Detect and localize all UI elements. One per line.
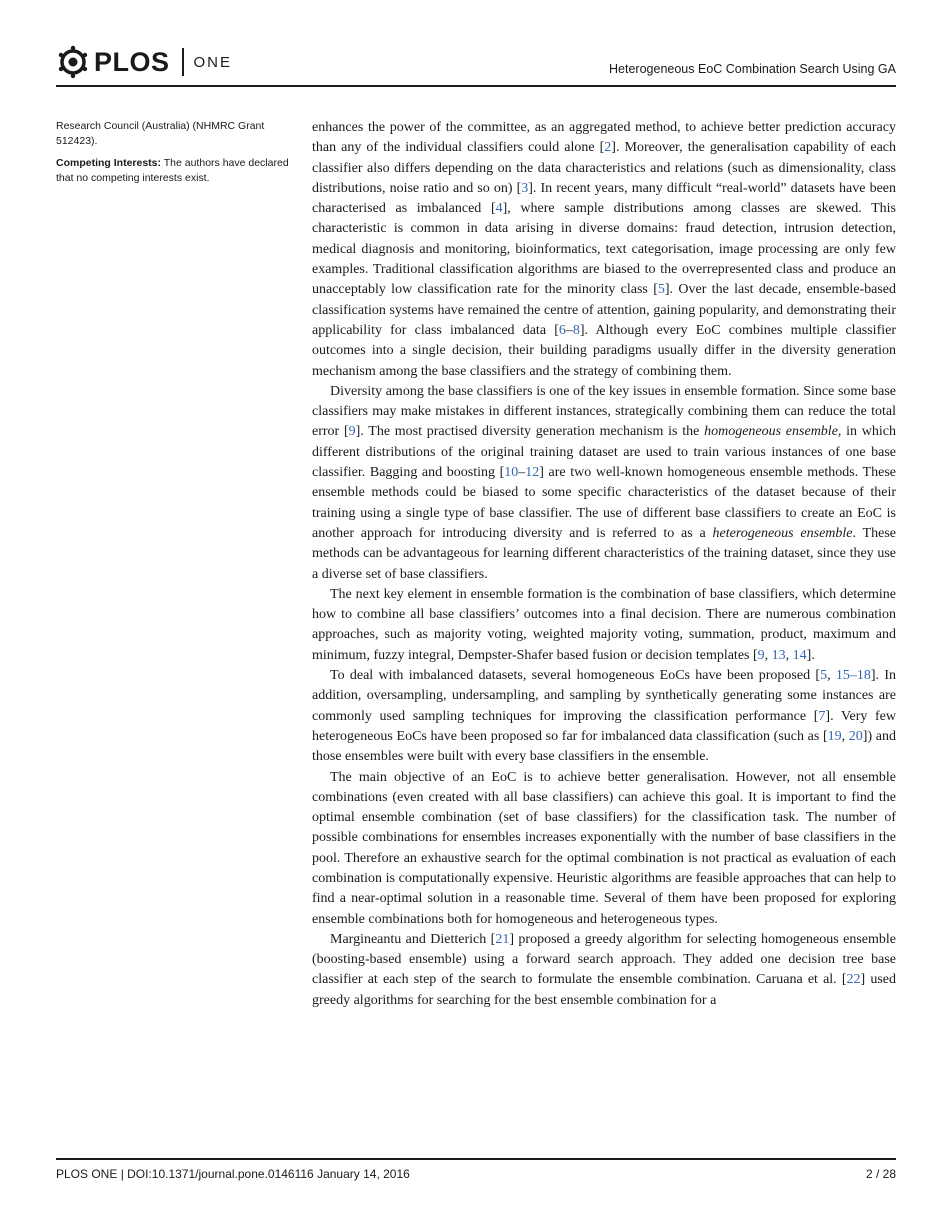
citation-link[interactable]: 3	[521, 180, 529, 196]
text-run: ]. The most practised diversity generation mechanism is the	[355, 424, 705, 440]
text-run: ] proposed a greedy algorithm for selecting homogeneous ensemble (boosting-based ensemble) using a forward search approach. They added one decision tree base classifier at each step of the search to formulate the ensemble combination. Caruana et al. [	[312, 931, 896, 988]
text-run: ]. In addition, oversampling, undersampling, and sampling by synthetically generating some instances are commonly used sampling techniques for improving the classification performance [	[312, 668, 897, 724]
text-run: ,	[785, 647, 793, 663]
citation-link[interactable]: 6	[558, 322, 566, 338]
citation-link[interactable]: 4	[495, 201, 503, 217]
competing-interests-note	[56, 156, 292, 185]
citation-link[interactable]: 9	[757, 647, 765, 663]
text-run: ,	[764, 647, 772, 663]
plos-logo-icon	[56, 45, 90, 79]
text-run: –	[518, 465, 526, 481]
plos-one-logo[interactable]	[56, 42, 232, 82]
citation-link[interactable]: 13	[771, 647, 786, 663]
citation-link[interactable]: 14	[792, 647, 807, 663]
text-run: Diversity among the base classifiers is one of the key issues in ensemble formation. Since some base classifiers may make mistakes in different instances, strategically combining them can reduce the total error [	[312, 383, 896, 440]
italic-term: homogeneous ensemble	[704, 424, 838, 440]
paragraph	[312, 118, 896, 382]
italic-term: heterogeneous ensemble	[712, 525, 853, 541]
citation-link[interactable]: 5	[820, 668, 828, 684]
citation-link[interactable]: 5	[657, 282, 665, 298]
citation-link[interactable]: 12	[525, 465, 540, 481]
citation-link[interactable]: 20	[848, 728, 863, 744]
competing-interests-label: Competing Interests:	[56, 157, 162, 170]
paragraph	[312, 585, 896, 666]
article-body	[312, 118, 896, 1011]
citation-link[interactable]: 21	[495, 931, 510, 947]
competing-interests-text: The authors have declared that no competing interests exist.	[56, 157, 289, 184]
citation-link[interactable]: 7	[818, 708, 826, 724]
text-run: enhances the power of the committee, as an aggregated method, to achieve better prediction accuracy than any of the individual classifiers could alone [	[312, 120, 896, 156]
logo-subtitle: ONE	[193, 53, 233, 71]
text-run: The main objective of an EoC is to achieve better generalisation. However, not all ensemble combinations (even created with all base classifiers) can achieve this goal. It is important to find the optimal ensemble combination (set of base classifiers) for the classification task. The number of possible combinations for ensembles increases exponentially with the number of base classifiers in the pool. Therefore an exhaustive search for the optimal combination is not practical as evaluation of each combination is computationally expensive. Heuristic algorithms are feasible approaches that can help to find a near-optimal solution in a reasonable time. Several of them have been proposed for exploring ensemble combinations both for homogeneous and heterogeneous types.	[312, 769, 896, 927]
text-run: ]. Very few heterogeneous EoCs have been proposed so far for imbalanced data classification (such as [	[312, 708, 896, 744]
paragraph	[312, 930, 896, 1011]
logo-divider	[182, 48, 184, 76]
funding-note: Research Council (Australia) (NHMRC Grant 512423).	[56, 120, 265, 147]
text-run: Margineantu and Dietterich [	[330, 931, 496, 947]
citation-link[interactable]: 2	[604, 140, 612, 156]
text-run: ], where sample distributions among classes are skewed. This characteristic is common in data arising in diverse domains: fraud detection, intrusion detection, medical diagnosis and monitoring, bioinformatics, text categorisation, image processing are only few examples. Traditional classification algorithms are biased to the overrepresented class and produce an unacceptably low classification rate for the minority class [	[312, 201, 897, 298]
footer-citation: PLOS ONE | DOI:10.1371/journal.pone.0146116 January 14, 2016	[56, 1167, 410, 1181]
text-run: The next key element in ensemble formation is the combination of base classifiers, which determine how to combine all base classifiers’ outcomes into a final decision. There are numerous combination approaches, such as majority voting, weighted majority voting, summation, product, maximum and minimum, fuzzy integral, Dempster-Shafer based fusion or decision templates [	[312, 586, 896, 663]
text-run: –	[565, 322, 573, 338]
logo-wordmark: PLOS	[94, 46, 170, 77]
citation-link[interactable]: 10	[504, 465, 519, 481]
text-run: ].	[806, 647, 815, 663]
page-header	[56, 40, 896, 86]
text-run: ] used greedy algorithms for searching for the best ensemble combination for a	[312, 972, 896, 1008]
paragraph	[312, 382, 896, 585]
running-title: Heterogeneous EoC Combination Search Using GA	[609, 62, 896, 76]
paragraph	[312, 768, 896, 930]
text-run: ,	[841, 728, 849, 744]
sidebar-notes	[56, 119, 292, 193]
text-run: ,	[827, 668, 836, 684]
citation-link[interactable]: 19	[827, 728, 842, 744]
citation-link[interactable]: 8	[572, 322, 580, 338]
citation-link[interactable]: 22	[846, 972, 861, 988]
footer-rule	[56, 1158, 896, 1160]
text-run: ]. In recent years, many difficult “real-world” datasets have been characterised as imbalanced [	[312, 180, 896, 217]
citation-link[interactable]: 15–18	[835, 668, 871, 684]
paragraph	[312, 666, 896, 767]
text-run: . These methods can be advantageous for learning different characteristics of the training dataset, since they use a diverse set of base classifiers.	[312, 525, 896, 582]
citation-link[interactable]: 9	[348, 424, 356, 440]
text-run: ]. Over the last decade, ensemble-based classification systems have remained the centre of attention, gaining popularity, and demonstrating their applicability for class imbalanced data [	[312, 282, 896, 338]
page-number: 2 / 28	[865, 1167, 896, 1181]
text-run: , in which different distributions of the original training dataset are used to train various instances of one base classifier. Bagging and boosting [	[312, 424, 897, 481]
text-run: ]. Although every EoC combines multiple classifier outcomes into a single decision, their building paradigms usually differ in the diversity generation mechanism among the base classifiers and the strategy of combining them.	[312, 322, 896, 379]
header-rule	[56, 85, 896, 87]
text-run: To deal with imbalanced datasets, several homogeneous EoCs have been proposed [	[330, 668, 821, 684]
text-run: ] are two well-known homogeneous ensemble methods. These ensemble methods could be biased to some specific characteristics of the dataset because of their training using a single type of base classifier. The use of different base classifiers to create an EoC is another approach for introducing diversity and is referred to as a	[312, 465, 896, 541]
text-run: ]. Moreover, the generalisation capability of each classifier also differs depending on the data characteristics and relations (such as dimensionality, class distributions, noise ratio and so on) [	[312, 140, 897, 196]
text-run: ]) and those ensembles were built with every base classifiers in the ensemble.	[312, 728, 896, 765]
